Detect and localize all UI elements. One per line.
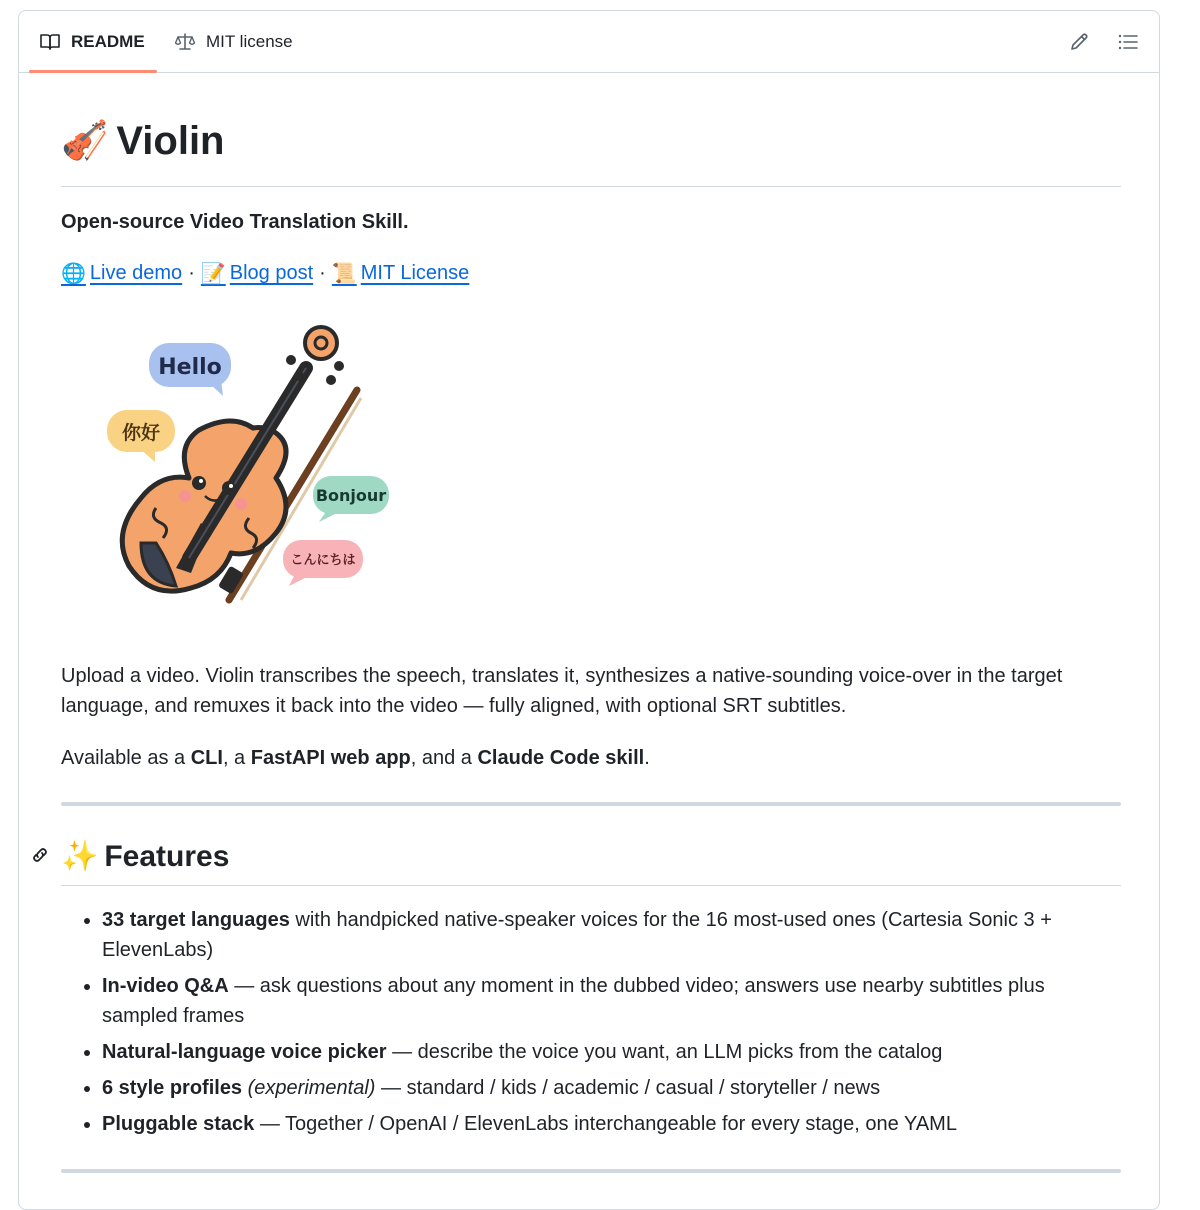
scroll-icon: 📜 [331,263,357,285]
feature-text: with handpicked native-speaker voices for the 16 most-used ones (Cartesia Sonic 3 + ElevenLabs) [102,909,1052,961]
feature-text: — ask questions about any moment in the dubbed video; answers use nearby subtitles plus sampled frames [102,975,1045,1027]
pencil-icon [1067,30,1091,54]
bubble-bonjour-text: Bonjour [315,486,387,505]
section-divider [61,802,1121,806]
blog-post-label: Blog post [229,262,314,284]
violin-emoji: 🎻 [61,120,109,162]
mit-license-link[interactable] [332,261,469,286]
feature-title: 33 target languages [102,909,290,931]
tab-bar [19,11,1159,73]
tab-readme[interactable] [39,11,155,72]
feature-title: Pluggable stack [102,1113,255,1135]
link-anchor-icon[interactable] [29,844,51,866]
availability-paragraph [61,743,650,773]
memo-icon: 📝 [200,263,226,285]
features-heading [61,835,229,879]
list-item [102,905,1121,965]
scale-icon [174,31,196,53]
readme-panel [18,10,1160,1210]
bubble-nihao [107,410,175,462]
tab-readme-label: README [71,31,145,51]
bubble-hello-text: Hello [158,355,222,380]
tab-license[interactable] [174,11,293,72]
features-heading-text: Features [104,840,230,873]
bubble-hello [149,343,231,396]
feature-note: (experimental) [247,1077,376,1099]
list-item [102,1073,1121,1103]
availability-skill: Claude Code skill [477,747,645,769]
availability-text: , a [222,747,251,769]
book-icon [39,31,61,53]
features-list [61,905,1121,1145]
feature-text: — standard / kids / academic / casual / storyteller / news [375,1077,881,1099]
live-demo-label: Live demo [89,262,183,284]
title-divider [61,186,1121,187]
features-divider [61,885,1121,886]
edit-button[interactable] [1067,30,1091,54]
bubble-konnichiwa [283,540,363,586]
feature-title: In-video Q&A [102,975,229,997]
tab-license-label: MIT license [206,31,293,51]
feature-title: 6 style profiles [102,1077,243,1099]
list-item [102,1109,1121,1139]
bubble-bonjour [313,476,389,522]
feature-text: — describe the voice you want, an LLM picks from the catalog [386,1041,943,1063]
feature-title: Natural-language voice picker [102,1041,387,1063]
outline-button[interactable] [1116,30,1140,54]
page-title [61,117,225,165]
globe-icon: 🌐 [61,263,86,285]
feature-text: — Together / OpenAI / ElevenLabs interchangeable for every stage, one YAML [254,1113,957,1135]
live-demo-link[interactable] [61,261,182,286]
mit-license-label: MIT License [360,262,470,284]
intro-paragraph: Upload a video. Violin transcribes the speech, translates it, synthesizes a native-sounding voice-over in the target language, and remuxes it back into the video — fully aligned, with optional SRT subtitles. [61,665,1063,717]
availability-webapp: FastAPI web app [250,747,411,769]
list-icon [1116,30,1140,54]
tagline: Open-source Video Translation Skill. [61,211,409,233]
sparkles-emoji: ✨ [61,840,99,873]
link-separator: · [319,262,326,284]
list-item [102,971,1121,1031]
bubble-konnichiwa-text: こんにちは [290,553,356,568]
availability-text: , and a [410,747,478,769]
violin-illustration [81,318,401,618]
link-separator: · [188,262,195,284]
availability-text: . [644,747,650,769]
section-divider [61,1169,1121,1173]
bubble-nihao-text: 你好 [121,422,161,444]
page-title-text: Violin [116,119,225,163]
availability-text: Available as a [61,747,191,769]
active-tab-indicator [29,70,157,73]
list-item [102,1037,1121,1067]
availability-cli: CLI [190,747,223,769]
link-row [61,261,469,286]
blog-post-link[interactable] [201,261,313,286]
